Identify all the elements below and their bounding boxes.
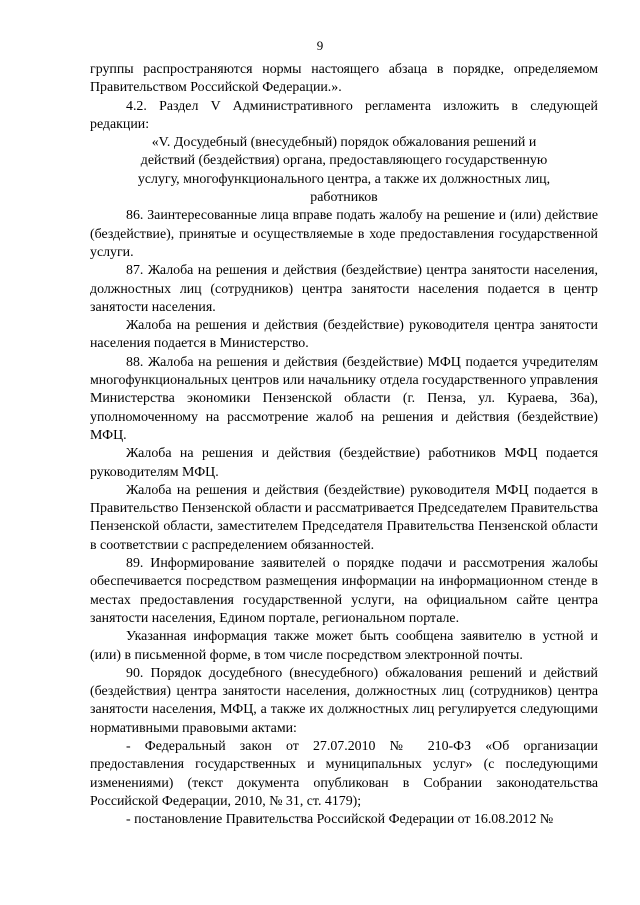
page-number: 9 [316,38,324,53]
paragraph-86: 86. Заинтересованные лица вправе подать жалобу на решение и (или) действие (бездействие), принятые и осуществляемые в ходе предоставления государственной услуги. [90,208,598,260]
section-heading: «V. Досудебный (внесудебный) порядок обжалования решений и действий (бездействия) органа, предоставляющего государственную услугу, многофункционального центра, а также их должностных лиц, работников [137,135,551,206]
paragraph-89-b: Указанная информация также может быть сообщена заявителю в устной и (или) в письменной форме, в том числе посредством электронной почты. [90,629,598,663]
document-body [90,61,598,829]
paragraph-89: 89. Информирование заявителей о порядке подачи и рассмотрения жалобы обеспечивается посредством размещения информации на информационном стенде в местах предоставления государственной услуги, на официальном сайте центра занятости населения, Едином портале, региональном портале. [90,556,598,626]
paragraph-continuation: группы распространяются нормы настоящего абзаца в порядке, определяемом Правительством Российской Федерации.». [90,62,598,96]
paragraph-90: 90. Порядок досудебного (внесудебного) обжалования решений и действий (бездействия) центра занятости населения, должностных лиц (сотрудников) центра занятости населения, МФЦ, а также их должностных лиц регулируется следующими нормативными правовыми актами: [90,665,598,736]
paragraph-88-c: Жалоба на решения и действия (бездействие) руководителя МФЦ подается в Правительство Пензенской области и рассматривается Председателем Правительства Пензенской области, заместителем Председателя Правительства Пензенской области в соответствии с распределением обязанностей. [90,482,598,553]
paragraph-90-law-210: - Федеральный закон от 27.07.2010 № 210-ФЗ «Об организации предоставления государственных и муниципальных услуг» (с последующими изменениями) (текст документа опубликован в Собрании законодательства Российской Федерации, 2010, № 31, ст. 4179); [90,738,598,809]
paragraph-90-decree: - постановление Правительства Российской Федерации от 16.08.2012 № [126,812,554,828]
paragraph-88: 88. Жалоба на решения и действия (бездействие) МФЦ подается учредителям многофункциональных центров или начальнику отдела государственного управления Министерства экономики Пензенской области (г. Пенза, ул. Кураева, 36а), уполномоченному на рассмотрение жалоб на решения и действия (бездействие) МФЦ. [90,354,598,443]
paragraph-88-b: Жалоба на решения и действия (бездействие) работников МФЦ подается руководителям МФЦ. [90,446,598,480]
paragraph-4-2: 4.2. Раздел V Административного регламента изложить в следующей редакции: [90,98,598,132]
paragraph-87: 87. Жалоба на решения и действия (бездействие) центра занятости населения, должностных лиц (сотрудников) центра занятости населения подается в центр занятости населения. [90,263,598,315]
paragraph-87-b: Жалоба на решения и действия (бездействие) руководителя центра занятости населения подается в Министерство. [90,318,598,352]
